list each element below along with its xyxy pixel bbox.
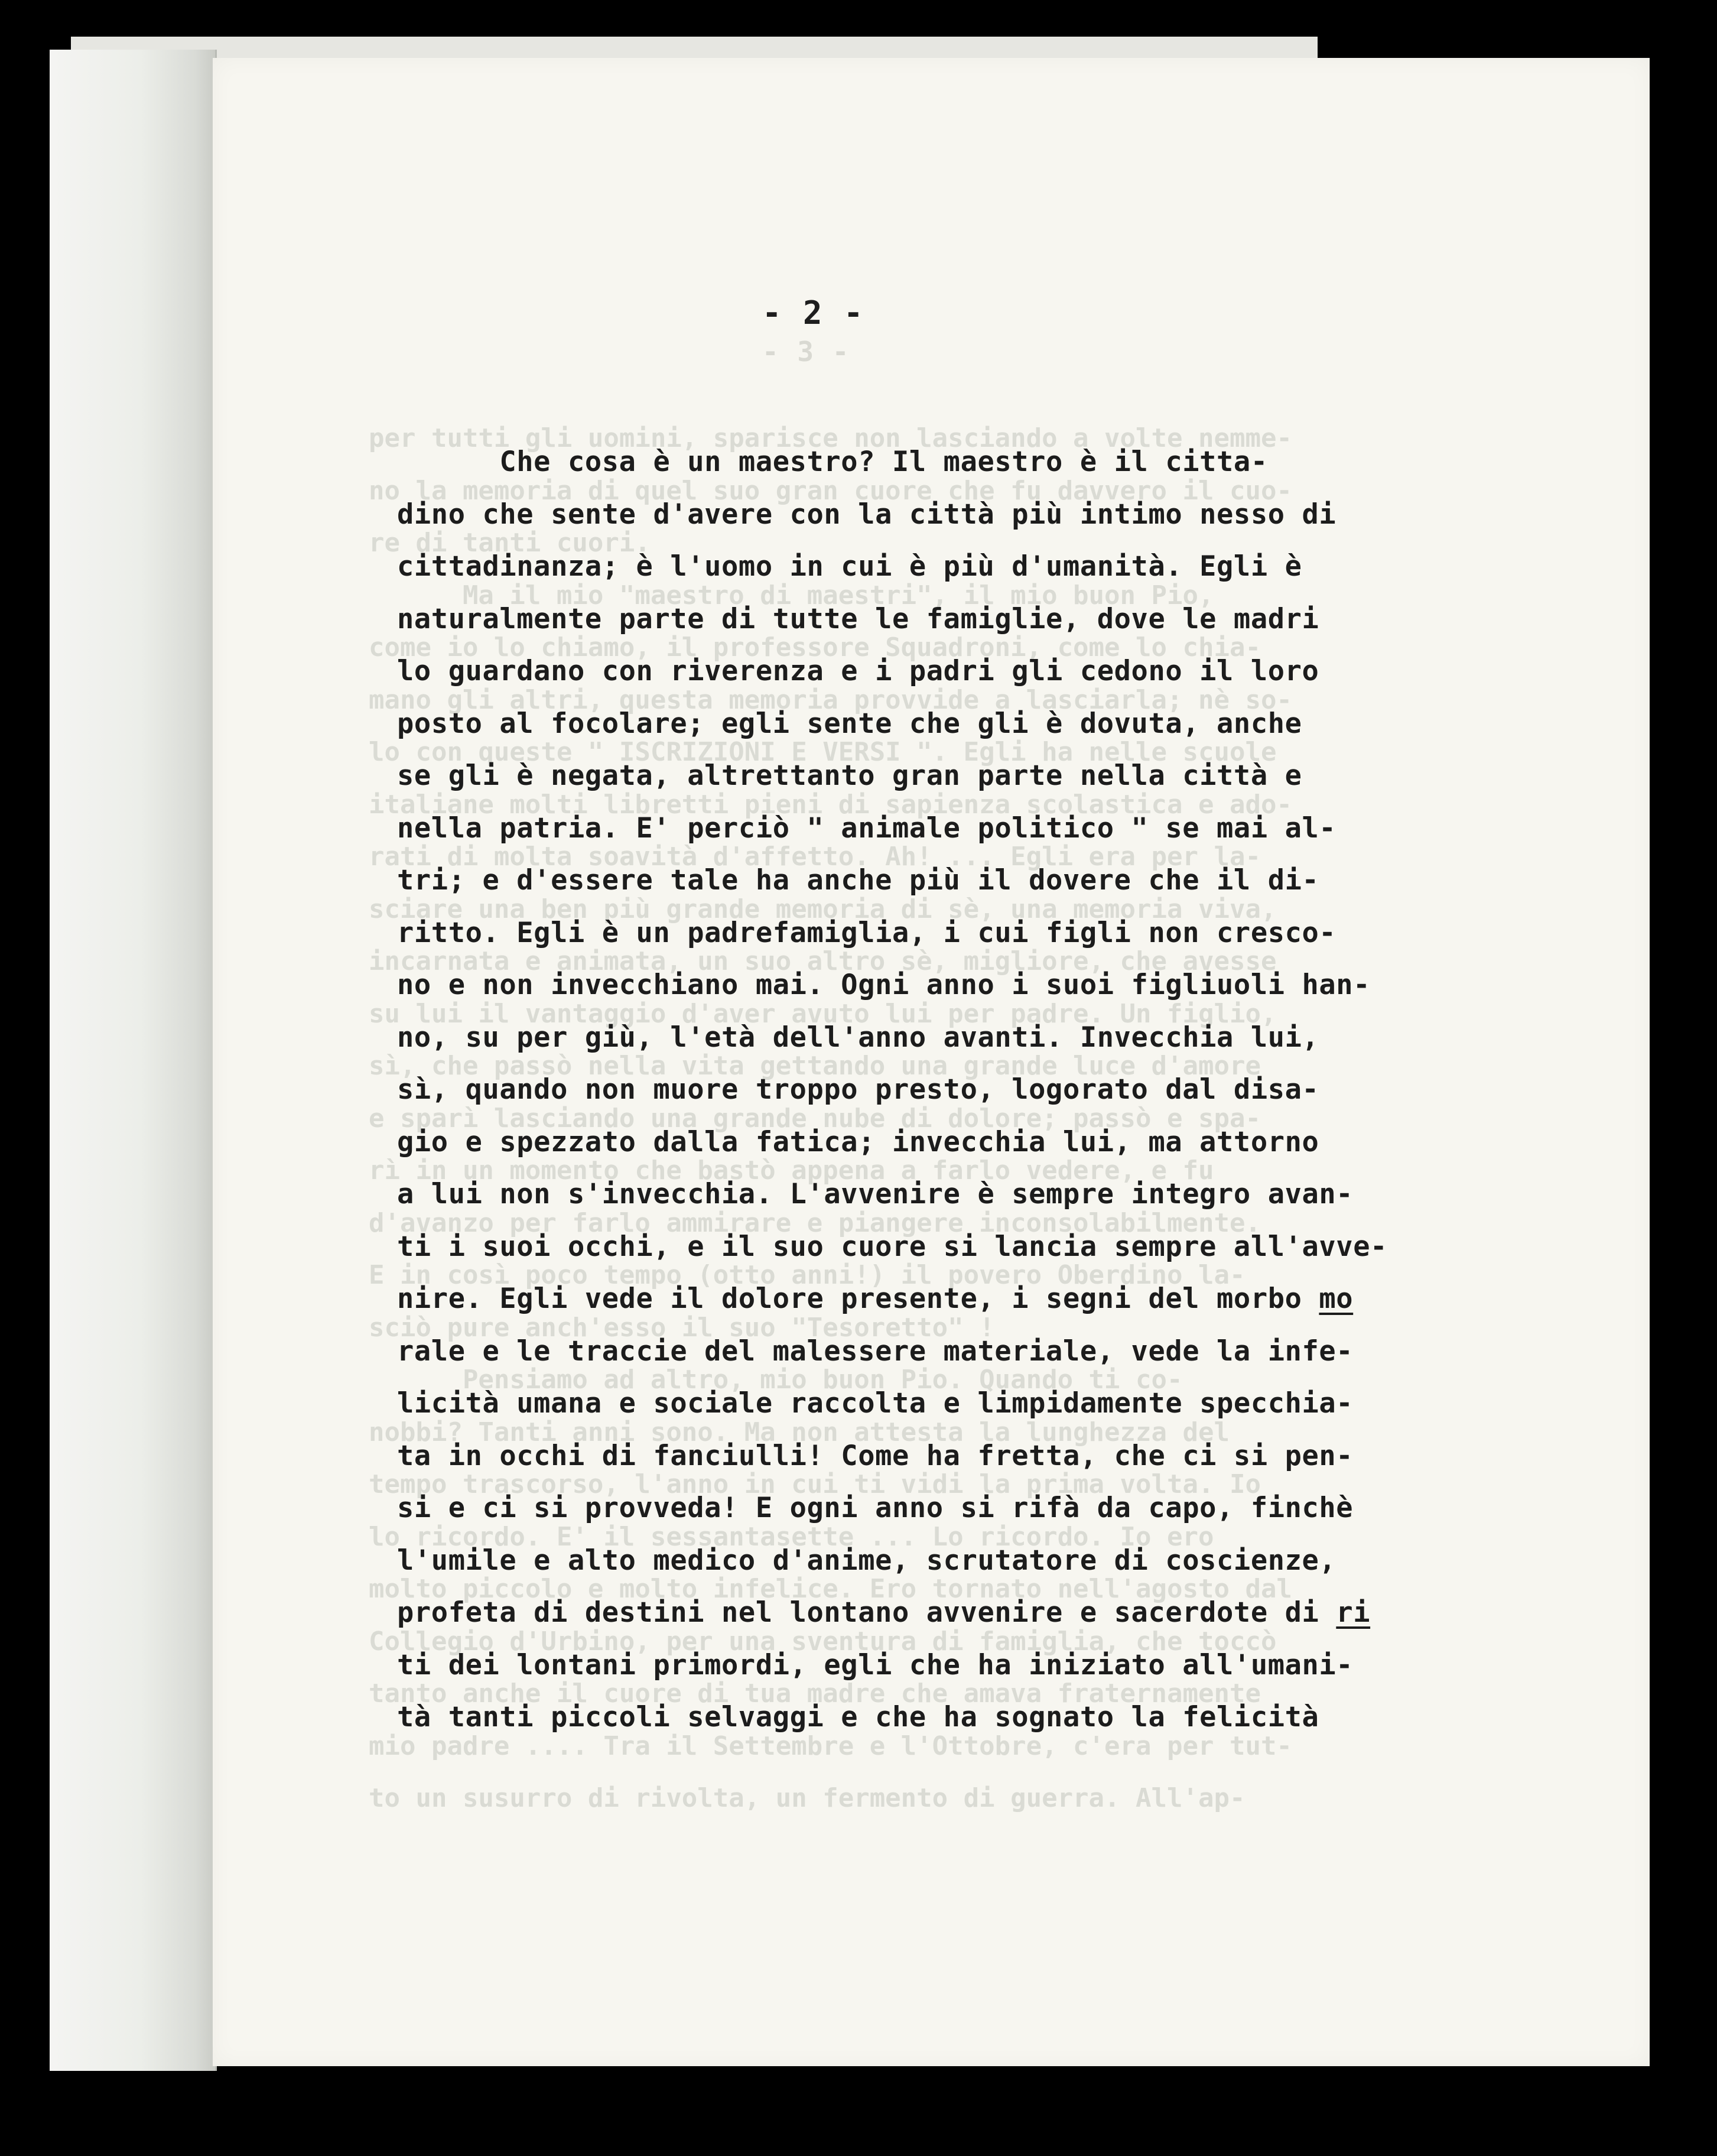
bleed-through-line-text: lo ricordo. E' il sessantasette ... Lo ricordo. Io ero xyxy=(369,1521,1214,1552)
text-line xyxy=(397,1639,1387,1692)
bleed-through-line-text: sciò pure anch'esso il suo "Tesoretto" ! xyxy=(369,1312,995,1343)
bleed-through-line-text: italiane molti libretti pieni di sapienza scolastica e ado- xyxy=(369,789,1292,820)
text-line-text: l'umile e alto medico d'anime, scrutatore di coscienze, xyxy=(397,1544,1336,1577)
bleed-through-line-text: su lui il vantaggio d'aver avuto lui per padre. Un figlio, xyxy=(369,998,1277,1029)
text-line-text: dino che sente d'avere con la città più intimo nesso di xyxy=(397,498,1336,531)
bleed-through-line-text: mio padre .... Tra il Settembre e l'Ottobre, c'era per tut- xyxy=(369,1730,1292,1761)
text-line-text: ritto. Egli è un padrefamiglia, i cui figli non cresco- xyxy=(397,916,1336,949)
text-line xyxy=(397,1326,1387,1378)
bleed-through-line-text: rati di molta soavità d'affetto. Ah! ... Egli era per la- xyxy=(369,842,1261,872)
binding-strip xyxy=(50,50,217,2071)
text-line xyxy=(397,1064,1387,1116)
bleed-through-line-text: per tutti gli uomini, sparisce non lasciando a volte nemme- xyxy=(369,423,1292,453)
text-line-underlined-text: mo xyxy=(1319,1282,1354,1315)
bleed-through-line-text: E in così poco tempo (otto anni!) il povero Oberdino la- xyxy=(369,1260,1246,1290)
text-line-text: gio e spezzato dalla fatica; invecchia lui, ma attorno xyxy=(397,1125,1319,1158)
bleed-through-line-text: rì in un momento che bastò appena a farlo vedere, e fu xyxy=(369,1155,1214,1186)
text-line-text: naturalmente parte di tutte le famiglie, dove le madri xyxy=(397,602,1319,635)
bleed-through-line-text: molto piccolo e molto infelice. Ero tornato nell'agosto dal xyxy=(369,1574,1292,1604)
text-line xyxy=(397,1378,1387,1430)
text-line-text: nire. Egli vede il dolore presente, i segni del morbo xyxy=(397,1282,1319,1315)
text-line-text: ta in occhi di fanciulli! Come ha fretta, che ci si pen- xyxy=(397,1439,1354,1472)
bleed-through-page-number: - 3 - xyxy=(762,336,850,368)
text-line-text: ti i suoi occhi, e il suo cuore si lancia sempre all'avve- xyxy=(397,1230,1387,1263)
bleed-through-line-text: Pensiamo ad altro, mio buon Pio. Quando ti co- xyxy=(369,1365,1183,1395)
text-line xyxy=(397,907,1387,960)
text-line-text: sì, quando non muore troppo presto, logorato dal disa- xyxy=(397,1073,1319,1106)
text-line xyxy=(397,1168,1387,1221)
text-line xyxy=(397,698,1387,751)
document-page xyxy=(213,58,1650,2066)
text-line xyxy=(397,1587,1387,1639)
page-number: - 2 - xyxy=(762,294,864,332)
text-line-text: tri; e d'essere tale ha anche più il dovere che il di- xyxy=(397,864,1319,897)
text-line-text: a lui non s'invecchia. L'avvenire è sempre integro avan- xyxy=(397,1178,1354,1210)
text-line xyxy=(397,436,1387,489)
text-line-text: no, su per giù, l'età dell'anno avanti. Invecchia lui, xyxy=(397,1021,1319,1054)
text-line xyxy=(397,1221,1387,1274)
bleed-through-line-text: mano gli altri, questa memoria provvide a lasciarla; nè so- xyxy=(369,684,1292,715)
bleed-through-line-text: re di tanti cuori. xyxy=(369,528,651,558)
text-line xyxy=(397,1012,1387,1064)
text-line-text: nella patria. E' perciò " animale politico " se mai al- xyxy=(397,811,1336,845)
text-line xyxy=(397,489,1387,541)
bleed-through-line xyxy=(369,1772,1292,1825)
text-line-text: lo guardano con riverenza e i padri gli cedono il loro xyxy=(397,655,1319,687)
text-line xyxy=(397,1116,1387,1169)
bleed-through-line-text: no la memoria di quel suo gran cuore che fu davvero il cuo- xyxy=(369,475,1292,506)
text-line xyxy=(397,1273,1387,1326)
text-line-text: si e ci si provveda! E ogni anno si rifà da capo, finchè xyxy=(397,1492,1354,1524)
text-line xyxy=(397,750,1387,803)
text-line xyxy=(397,803,1387,855)
text-line-underlined-text: ri xyxy=(1336,1596,1371,1629)
text-line xyxy=(397,1482,1387,1535)
text-line xyxy=(397,1535,1387,1587)
bleed-through-line-text: sì, che passò nella vita gettando una grande luce d'amore xyxy=(369,1051,1261,1081)
text-line xyxy=(397,1691,1387,1744)
bleed-through-line-text: e sparì lasciando una grande nube di dolore; passò e spa- xyxy=(369,1103,1261,1134)
text-line-text: tà tanti piccoli selvaggi e che ha sognato la felicità xyxy=(397,1701,1319,1733)
text-line-text: se gli è negata, altrettanto gran parte nella città e xyxy=(397,759,1302,792)
bleed-through-line-text: sciare una ben più grande memoria di sè, una memoria viva, xyxy=(369,894,1277,924)
text-line xyxy=(397,593,1387,646)
bleed-through-line-text: nobbi? Tanti anni sono. Ma non attesta la lunghezza del xyxy=(369,1417,1230,1447)
text-line xyxy=(397,645,1387,698)
bleed-through-line-text: Collegio d'Urbino, per una sventura di famiglia, che toccò xyxy=(369,1626,1277,1657)
bleed-through-line-text: lo con queste " ISCRIZIONI E VERSI ". Egli ha nelle scuole xyxy=(369,737,1277,767)
text-line-text: cittadinanza; è l'uomo in cui è più d'umanità. Egli è xyxy=(397,550,1302,583)
text-line-text: ti dei lontani primordi, egli che ha iniziato all'umani- xyxy=(397,1648,1354,1681)
bleed-through-line-text: d'avanzo per farlo ammirare e piangere inconsolabilmente. xyxy=(369,1207,1261,1238)
bleed-through-line-text: incarnata e animata, un suo altro sè, migliore, che avesse xyxy=(369,946,1277,976)
text-line xyxy=(397,541,1387,593)
bleed-through-line-text: to un susurro di rivolta, un fermento di guerra. All'ap- xyxy=(369,1783,1246,1813)
bleed-through-line-text: tanto anche il cuore di tua madre che amava fraternamente xyxy=(369,1678,1261,1709)
text-line xyxy=(397,1430,1387,1483)
text-line-text: Che cosa è un maestro? Il maestro è il citta- xyxy=(397,446,1268,478)
text-line-text: rale e le traccie del malessere materiale, vede la infe- xyxy=(397,1334,1354,1368)
text-line-text: profeta di destini nel lontano avvenire e sacerdote di xyxy=(397,1596,1336,1629)
text-line-text: no e non invecchiano mai. Ogni anno i suoi figliuoli han- xyxy=(397,969,1371,1001)
bleed-through-line-text: come io lo chiamo, il professore Squadroni, come lo chia- xyxy=(369,632,1261,663)
text-line-text: posto al focolare; egli sente che gli è dovuta, anche xyxy=(397,707,1302,740)
text-line xyxy=(397,855,1387,907)
bleed-through-line-text: tempo trascorso, l'anno in cui ti vidi la prima volta. Io xyxy=(369,1469,1261,1499)
text-line xyxy=(397,959,1387,1012)
text-line-text: licità umana e sociale raccolta e limpidamente specchia- xyxy=(397,1387,1354,1420)
bleed-through-line-text: Ma il mio "maestro di maestri", il mio buon Pio, xyxy=(369,580,1214,611)
body-text xyxy=(397,436,1387,1744)
